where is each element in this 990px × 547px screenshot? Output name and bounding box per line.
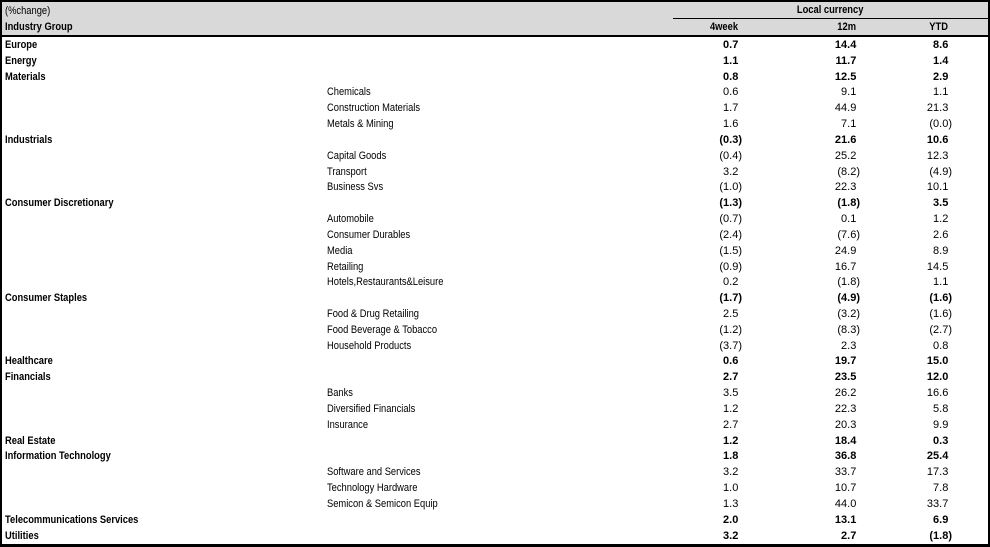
table-row [2,290,988,306]
cell-12m: 18.4 [834,434,857,447]
column-header-ytd: YTD [929,21,948,33]
table-row [2,433,988,449]
row-label [2,308,673,320]
cell-4week: (0.3) [719,133,742,146]
table-row [2,211,988,227]
cell-12m: (7.6) [837,228,860,241]
cell-ytd: 8.6 [933,38,949,51]
row-label [2,324,673,336]
cell-12m: 33.7 [834,466,857,479]
cell-ytd: 0.8 [933,339,949,352]
cell-ytd: 1.1 [933,86,949,99]
cell-12m: (1.8) [837,276,860,289]
cell-12m: 11.7 [835,54,857,67]
row-label-text: Real Estate [5,434,56,447]
row-label-text: Utilities [5,529,39,542]
change-unit-label: (%change) [5,4,51,17]
table-row [2,84,988,100]
table-row [2,164,988,180]
cell-12m: (1.8) [837,197,860,210]
cell-4week: (1.7) [719,292,742,305]
row-label [2,435,673,447]
table-row [2,100,988,116]
cell-12m: 12.5 [834,70,857,83]
cell-12m: 14.4 [834,38,857,51]
row-label [2,150,673,162]
cell-ytd: 16.6 [926,387,949,400]
cell-ytd: 2.6 [933,228,949,241]
table-row [2,259,988,275]
row-label [2,118,673,130]
row-label-text: Transport [327,165,367,178]
cell-ytd: (1.8) [929,529,952,542]
row-label-text: Capital Goods [327,149,387,162]
table-row [2,528,988,544]
industry-group-header: Industry Group [5,21,73,33]
cell-4week: 1.7 [723,102,739,115]
row-label [2,530,673,542]
row-label-text: Food Beverage & Tobacco [327,323,438,336]
cell-ytd: 12.0 [926,371,949,384]
row-label [2,245,673,257]
cell-12m: 44.0 [834,497,857,510]
row-label-text: Telecommunications Services [5,513,139,526]
table-row [2,401,988,417]
cell-4week: (0.4) [719,149,742,162]
cell-12m: 2.3 [841,339,857,352]
cell-12m: 7.1 [841,118,857,131]
table-row [2,338,988,354]
table-row [2,512,988,528]
row-label-text: Diversified Financials [327,402,416,415]
row-label-text: Consumer Staples [5,292,88,305]
table-row [2,148,988,164]
cell-12m: 16.7 [834,260,857,273]
row-label [2,261,673,273]
cell-4week: (3.7) [719,339,742,352]
row-label-text: Healthcare [5,355,53,368]
row-label [2,292,673,304]
cell-4week: (1.0) [719,181,742,194]
currency-group-header: Local currency [673,2,988,19]
table-row [2,369,988,385]
cell-ytd: 7.8 [933,482,949,495]
row-label-text: Consumer Discretionary [5,197,114,210]
row-label-text: Chemicals [327,86,371,99]
table-row [2,417,988,433]
table-body [2,37,988,544]
cell-4week: 0.6 [723,86,739,99]
table-header [2,2,988,37]
cell-12m: 0.1 [841,213,857,226]
row-label [2,276,673,288]
cell-ytd: 5.8 [933,402,949,415]
table-row [2,227,988,243]
table-row [2,132,988,148]
cell-12m: 21.6 [834,133,857,146]
row-label-text: Information Technology [5,450,111,463]
row-label [2,498,673,510]
column-header-4week: 4week [709,21,738,33]
row-label [2,166,673,178]
row-label [2,86,673,98]
cell-12m: (8.2) [837,165,860,178]
table-row [2,354,988,370]
table-row [2,116,988,132]
cell-12m: 22.3 [834,181,857,194]
cell-4week: 3.2 [723,529,739,542]
row-label-text: Hotels,Restaurants&Leisure [327,276,444,289]
cell-12m: 23.5 [834,371,857,384]
row-label [2,403,673,415]
cell-12m: 36.8 [834,450,857,463]
row-label [2,514,673,526]
cell-ytd: 15.0 [926,355,949,368]
cell-ytd: 3.5 [933,197,949,210]
row-label-text: Consumer Durables [327,228,411,241]
cell-ytd: 9.9 [933,418,949,431]
row-label [2,419,673,431]
row-label [2,181,673,193]
cell-4week: (0.9) [719,260,742,273]
table-row [2,496,988,512]
cell-4week: 0.8 [723,70,739,83]
cell-4week: (1.5) [719,244,742,257]
cell-ytd: 17.3 [926,466,949,479]
row-label-text: Technology Hardware [327,482,418,495]
row-label-text: Metals & Mining [327,118,394,131]
table-row [2,53,988,69]
header-row-change [2,2,988,19]
table-row [2,464,988,480]
row-label-text: Insurance [327,418,369,431]
cell-4week: 3.2 [723,165,739,178]
table-row [2,179,988,195]
cell-12m: 20.3 [834,418,857,431]
row-label [2,387,673,399]
cell-12m: 44.9 [834,102,857,115]
row-label [2,466,673,478]
row-label-text: Energy [5,54,37,67]
cell-4week: 2.0 [723,513,739,526]
cell-12m: 25.2 [834,149,857,162]
cell-4week: 1.2 [723,402,739,415]
cell-4week: (1.3) [719,197,742,210]
row-label-text: Software and Services [327,466,421,479]
table-row [2,480,988,496]
cell-4week: 0.6 [723,355,739,368]
cell-4week: 2.7 [723,371,739,384]
row-label [2,213,673,225]
cell-12m: 2.7 [841,529,857,542]
cell-12m: (4.9) [837,292,860,305]
row-label-text: Semicon & Semicon Equip [327,497,438,510]
table-row [2,69,988,85]
cell-ytd: (4.9) [929,165,952,178]
cell-ytd: 8.9 [933,244,949,257]
cell-4week: 0.2 [723,276,739,289]
row-label-text: Materials [5,70,46,83]
cell-4week: 1.3 [723,497,739,510]
cell-4week: 1.8 [723,450,739,463]
row-label [2,197,673,209]
row-label [2,71,673,83]
cell-ytd: 2.9 [933,70,949,83]
cell-12m: (3.2) [837,307,860,320]
cell-ytd: 6.9 [933,513,949,526]
cell-12m: 10.7 [834,482,857,495]
cell-12m: (8.3) [837,323,860,336]
row-label [2,39,673,51]
row-label [2,229,673,241]
table-row [2,195,988,211]
table-row [2,306,988,322]
row-label-text: Financials [5,371,51,384]
table-row [2,449,988,465]
row-label-text: Household Products [327,339,412,352]
cell-4week: 1.1 [723,54,739,67]
cell-4week: 1.2 [723,434,739,447]
cell-4week: 2.7 [723,418,739,431]
cell-ytd: 1.1 [933,276,949,289]
cell-ytd: (0.0) [929,118,952,131]
cell-ytd: 0.3 [933,434,949,447]
row-label [2,355,673,367]
row-label-text: Industrials [5,133,53,146]
cell-12m: 26.2 [834,387,857,400]
cell-ytd: 25.4 [926,450,949,463]
cell-4week: 1.0 [723,482,739,495]
cell-ytd: 1.2 [933,213,949,226]
table-row [2,322,988,338]
cell-ytd: 21.3 [926,102,949,115]
column-header-12m: 12m [837,21,856,33]
row-label [2,371,673,383]
cell-ytd: 10.1 [926,181,949,194]
cell-12m: 13.1 [834,513,857,526]
table-row [2,385,988,401]
row-label-text: Retailing [327,260,364,273]
cell-4week: (0.7) [719,213,742,226]
cell-12m: 22.3 [834,402,857,415]
cell-4week: 3.2 [723,466,739,479]
row-label [2,102,673,114]
row-label [2,450,673,462]
cell-ytd: (1.6) [929,292,952,305]
cell-ytd: (1.6) [929,307,952,320]
cell-4week: 3.5 [723,387,739,400]
row-label [2,55,673,67]
cell-12m: 24.9 [834,244,857,257]
cell-ytd: 10.6 [926,133,949,146]
cell-4week: (2.4) [719,228,742,241]
row-label-text: Food & Drug Retailing [327,307,419,320]
cell-ytd: 33.7 [926,497,949,510]
cell-12m: 9.1 [841,86,857,99]
row-label-text: Europe [5,38,38,51]
cell-4week: 0.7 [723,38,739,51]
cell-4week: 2.5 [723,307,739,320]
row-label-text: Automobile [327,213,374,226]
row-label [2,340,673,352]
row-label [2,482,673,494]
row-label-text: Media [327,244,353,257]
table-row [2,37,988,53]
row-label [2,134,673,146]
cell-ytd: (2.7) [929,323,952,336]
row-label-text: Business Svs [327,181,384,194]
header-row-columns [2,19,988,35]
cell-4week: 1.6 [723,118,739,131]
row-label-text: Banks [327,387,353,400]
table-row [2,243,988,259]
row-label-text: Construction Materials [327,102,421,115]
cell-ytd: 12.3 [926,149,949,162]
table-row [2,274,988,290]
cell-ytd: 14.5 [926,260,949,273]
cell-4week: (1.2) [719,323,742,336]
cell-12m: 19.7 [834,355,857,368]
cell-ytd: 1.4 [933,54,949,67]
